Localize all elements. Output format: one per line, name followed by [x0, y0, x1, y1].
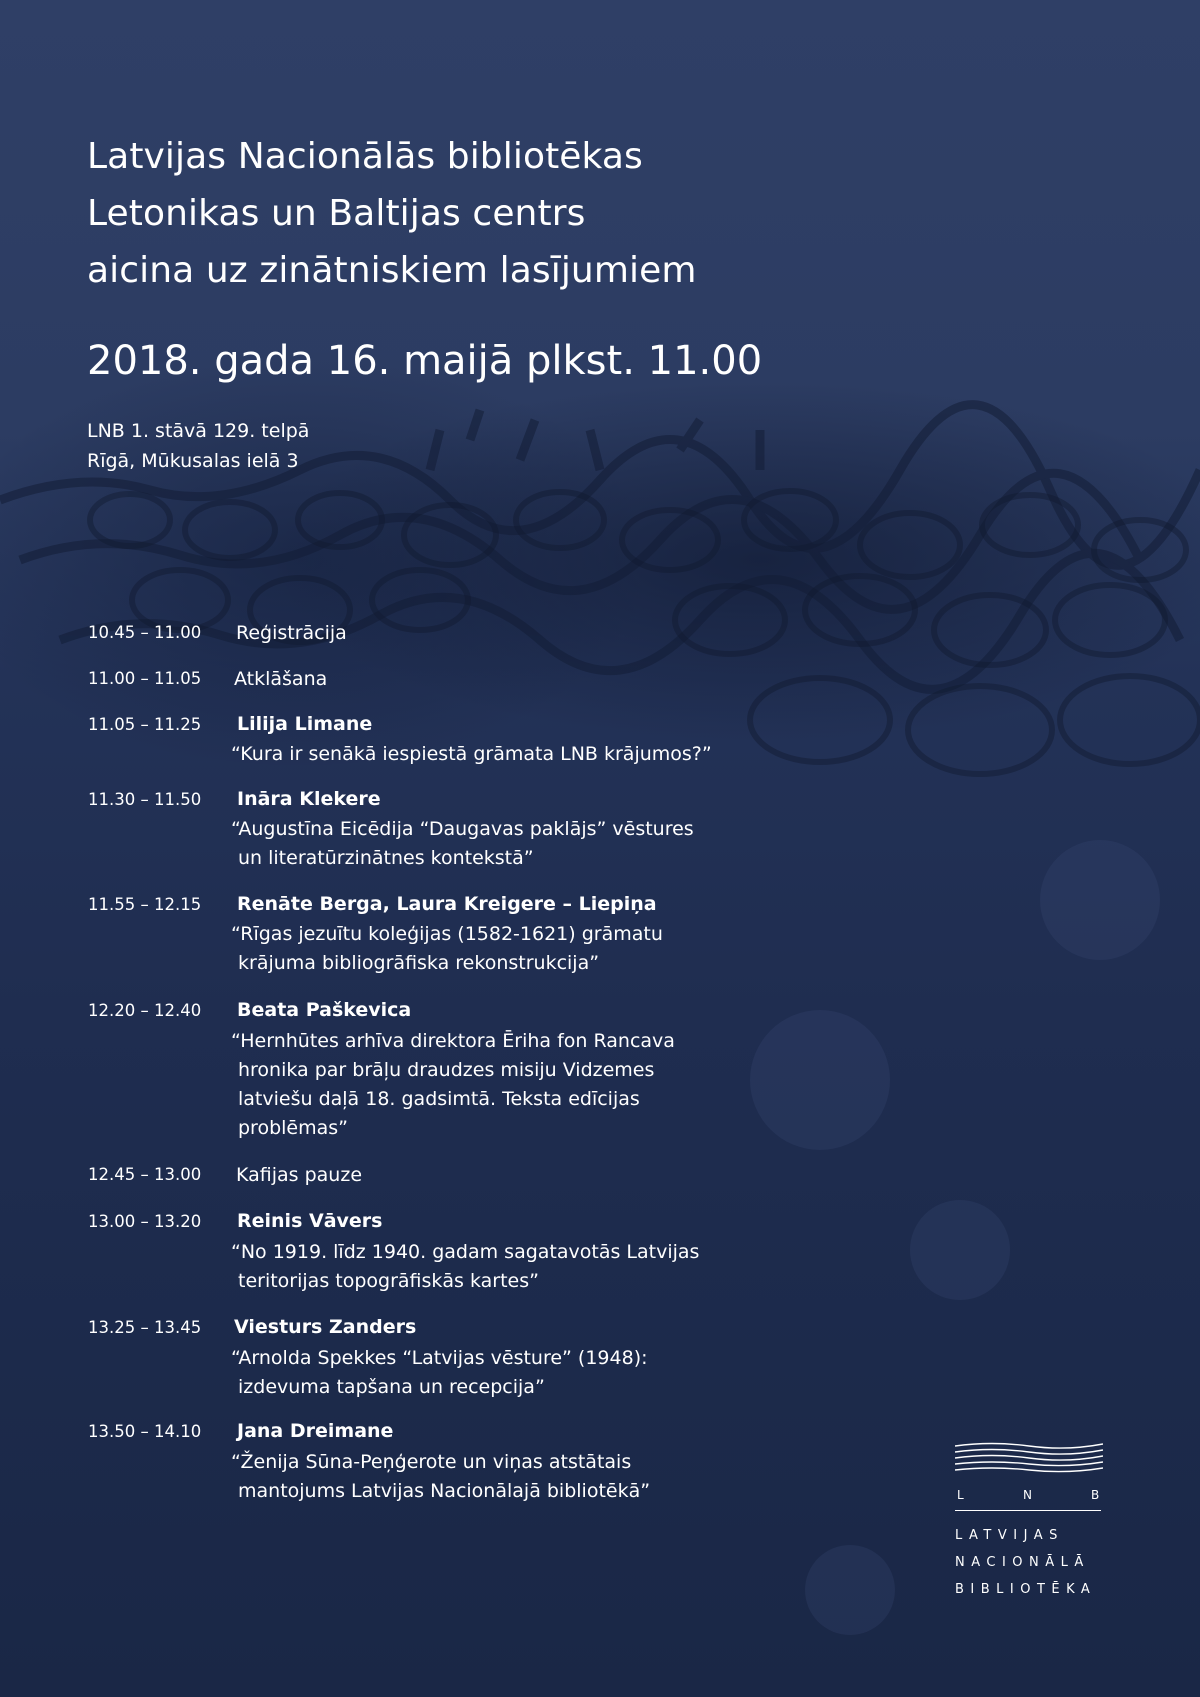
speaker-name: Reinis Vāvers	[237, 1210, 383, 1232]
talk-title-line: izdevuma tapšana un recepcija”	[238, 1376, 545, 1398]
logo-name-line: BIBLIOTĒKA	[955, 1582, 1097, 1597]
talk-title-line: mantojums Latvijas Nacionālajā bibliotēkā”	[238, 1480, 651, 1502]
program-item: Atklāšana	[234, 668, 328, 690]
title-line-2: Letonikas un Baltijas centrs	[87, 193, 586, 234]
talk-title-line: “Kura ir senākā iespiestā grāmata LNB krājumos?”	[231, 743, 712, 765]
talk-title-line: “No 1919. līdz 1940. gadam sagatavotās Latvijas	[231, 1241, 700, 1263]
program-time: 12.45 – 13.00	[88, 1165, 202, 1184]
program-time: 11.05 – 11.25	[88, 715, 202, 734]
title-line-1: Latvijas Nacionālās bibliotēkas	[87, 136, 643, 177]
program-time: 11.55 – 12.15	[88, 895, 202, 914]
talk-title-line: problēmas”	[238, 1117, 349, 1139]
program-item: Reģistrācija	[236, 622, 347, 644]
lnb-logo	[955, 1440, 1105, 1610]
talk-title-line: teritorijas topogrāfiskās kartes”	[238, 1270, 539, 1292]
logo-divider	[955, 1510, 1101, 1511]
speaker-name: Beata Paškevica	[237, 999, 412, 1021]
talk-title-line: hronika par brāļu draudzes misiju Vidzemes	[238, 1059, 655, 1081]
logo-letter: L	[957, 1488, 964, 1502]
talk-title-line: un literatūrzinātnes kontekstā”	[238, 847, 534, 869]
logo-letter: B	[1091, 1488, 1100, 1502]
program-time: 13.00 – 13.20	[88, 1212, 202, 1231]
venue-line-2: Rīgā, Mūkusalas ielā 3	[87, 450, 299, 472]
talk-title-line: “Arnolda Spekkes “Latvijas vēsture” (1948):	[231, 1347, 648, 1369]
speaker-name: Jana Dreimane	[237, 1420, 394, 1442]
logo-letter: N	[1023, 1488, 1032, 1502]
talk-title-line: “Ženija Sūna-Peņģerote un viņas atstātais	[231, 1451, 632, 1473]
program-item: Kafijas pauze	[236, 1164, 363, 1186]
program-time: 12.20 – 12.40	[88, 1001, 202, 1020]
speaker-name: Renāte Berga, Laura Kreigere – Liepiņa	[237, 893, 657, 915]
program-time: 13.25 – 13.45	[88, 1318, 202, 1337]
talk-title-line: “Hernhūtes arhīva direktora Ēriha fon Rancava	[231, 1030, 675, 1052]
program-time: 11.00 – 11.05	[88, 669, 202, 688]
logo-name-line: LATVIJAS	[955, 1528, 1064, 1543]
speaker-name: Lilija Limane	[237, 713, 373, 735]
program-time: 10.45 – 11.00	[88, 623, 202, 642]
speaker-name: Ināra Klekere	[237, 788, 381, 810]
venue-line-1: LNB 1. stāvā 129. telpā	[87, 420, 310, 442]
speaker-name: Viesturs Zanders	[234, 1316, 417, 1338]
title-line-3: aicina uz zinātniskiem lasījumiem	[87, 250, 697, 291]
talk-title-line: “Augustīna Eicēdija “Daugavas paklājs” vēstures	[231, 818, 694, 840]
talk-title-line: krājuma bibliogrāfiska rekonstrukcija”	[238, 952, 600, 974]
talk-title-line: latviešu daļā 18. gadsimtā. Teksta edīcijas	[238, 1088, 640, 1110]
talk-title-line: “Rīgas jezuītu koleģijas (1582-1621) grāmatu	[231, 923, 663, 945]
event-date: 2018. gada 16. maijā plkst. 11.00	[87, 338, 763, 384]
program-time: 13.50 – 14.10	[88, 1422, 202, 1441]
wave-lines-icon	[955, 1440, 1103, 1476]
program-time: 11.30 – 11.50	[88, 790, 202, 809]
logo-name-line: NACIONĀLĀ	[955, 1555, 1090, 1570]
